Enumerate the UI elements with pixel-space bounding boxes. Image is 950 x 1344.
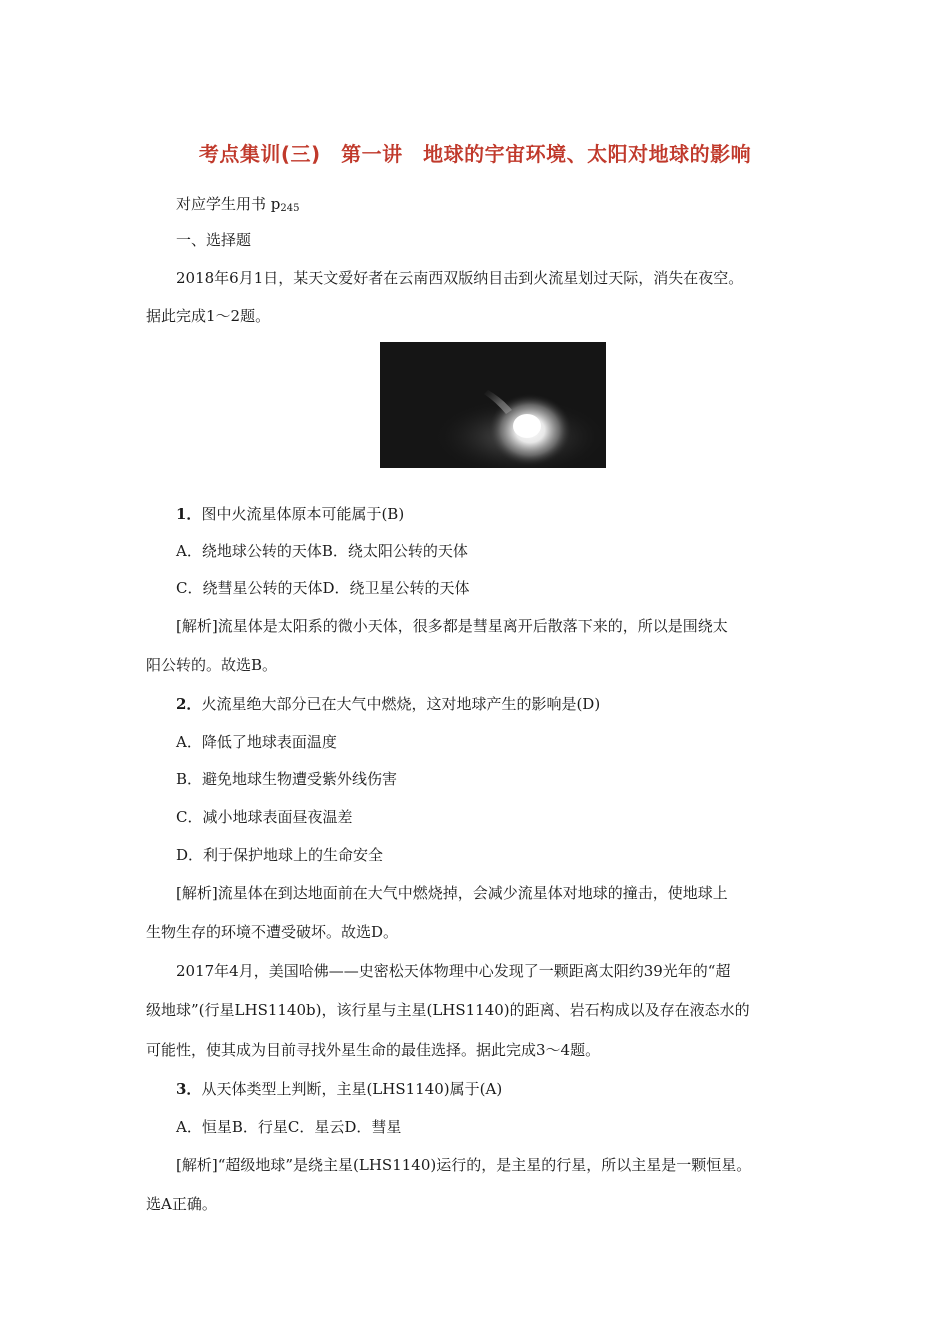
question-2-option-b: B．避免地球生物遭受紫外线伤害 (176, 770, 398, 788)
question-1 (176, 504, 404, 524)
question-3-number: 3． (176, 1080, 202, 1098)
question-1-explanation-line2: 阳公转的。故选B。 (146, 656, 278, 674)
reference-prefix: 对应学生用书 p (176, 195, 281, 213)
intro2-line1: 2017年4月，美国哈佛——史密松天体物理中心发现了一颗距离太阳约39光年的“超 (176, 962, 731, 980)
intro2-line3: 可能性，使其成为目前寻找外星生命的最佳选择。据此完成3～4题。 (146, 1041, 601, 1059)
question-3 (176, 1079, 502, 1099)
question-1-explanation-line1: [解析]流星体是太阳系的微小天体，很多都是彗星离开后散落下来的，所以是围绕太 (176, 617, 728, 635)
textbook-reference (176, 194, 299, 219)
question-3-options: A．恒星B．行星C．星云D．彗星 (176, 1118, 402, 1136)
section-heading: 一、选择题 (176, 231, 252, 249)
question-1-number: 1． (176, 505, 202, 523)
question-2 (176, 694, 600, 714)
question-2-explanation-line1: [解析]流星体在到达地面前在大气中燃烧掉，会减少流星体对地球的撞击，使地球上 (176, 884, 728, 902)
question-2-option-d: D．利于保护地球上的生命安全 (176, 846, 384, 864)
question-2-explanation-line2: 生物生存的环境不遭受破坏。故选D。 (146, 923, 399, 941)
question-1-options-cd: C．绕彗星公转的天体D．绕卫星公转的天体 (176, 579, 470, 597)
intro2-line2: 级地球”(行星LHS1140b)，该行星与主星(LHS1140)的距离、岩石构成以及存在液态水的 (146, 1001, 750, 1019)
question-3-explanation-line1: [解析]“超级地球”是绕主星(LHS1140)运行的，是主星的行星，所以主星是一颗恒星。 (176, 1156, 752, 1174)
intro1-line1: 2018年6月1日，某天文爱好者在云南西双版纳目击到火流星划过天际，消失在夜空。 (176, 269, 744, 287)
question-2-number: 2． (176, 695, 202, 713)
question-3-text: 从天体类型上判断，主星(LHS1140)属于(A) (201, 1080, 503, 1098)
question-2-option-a: A．降低了地球表面温度 (176, 733, 337, 751)
intro1-line2: 据此完成1～2题。 (146, 307, 271, 325)
question-2-text: 火流星绝大部分已在大气中燃烧，这对地球产生的影响是(D) (201, 695, 601, 713)
meteor-image (380, 342, 606, 468)
question-3-explanation-line2: 选A正确。 (146, 1195, 217, 1213)
page-title: 考点集训(三) 第一讲 地球的宇宙环境、太阳对地球的影响 (198, 142, 752, 166)
reference-page: 245 (280, 203, 300, 214)
question-1-options-ab: A．绕地球公转的天体B．绕太阳公转的天体 (176, 542, 468, 560)
question-2-option-c: C．减小地球表面昼夜温差 (176, 808, 353, 826)
question-1-text: 图中火流星体原本可能属于(B) (201, 505, 405, 523)
fireball-meteor-photo (380, 342, 606, 468)
